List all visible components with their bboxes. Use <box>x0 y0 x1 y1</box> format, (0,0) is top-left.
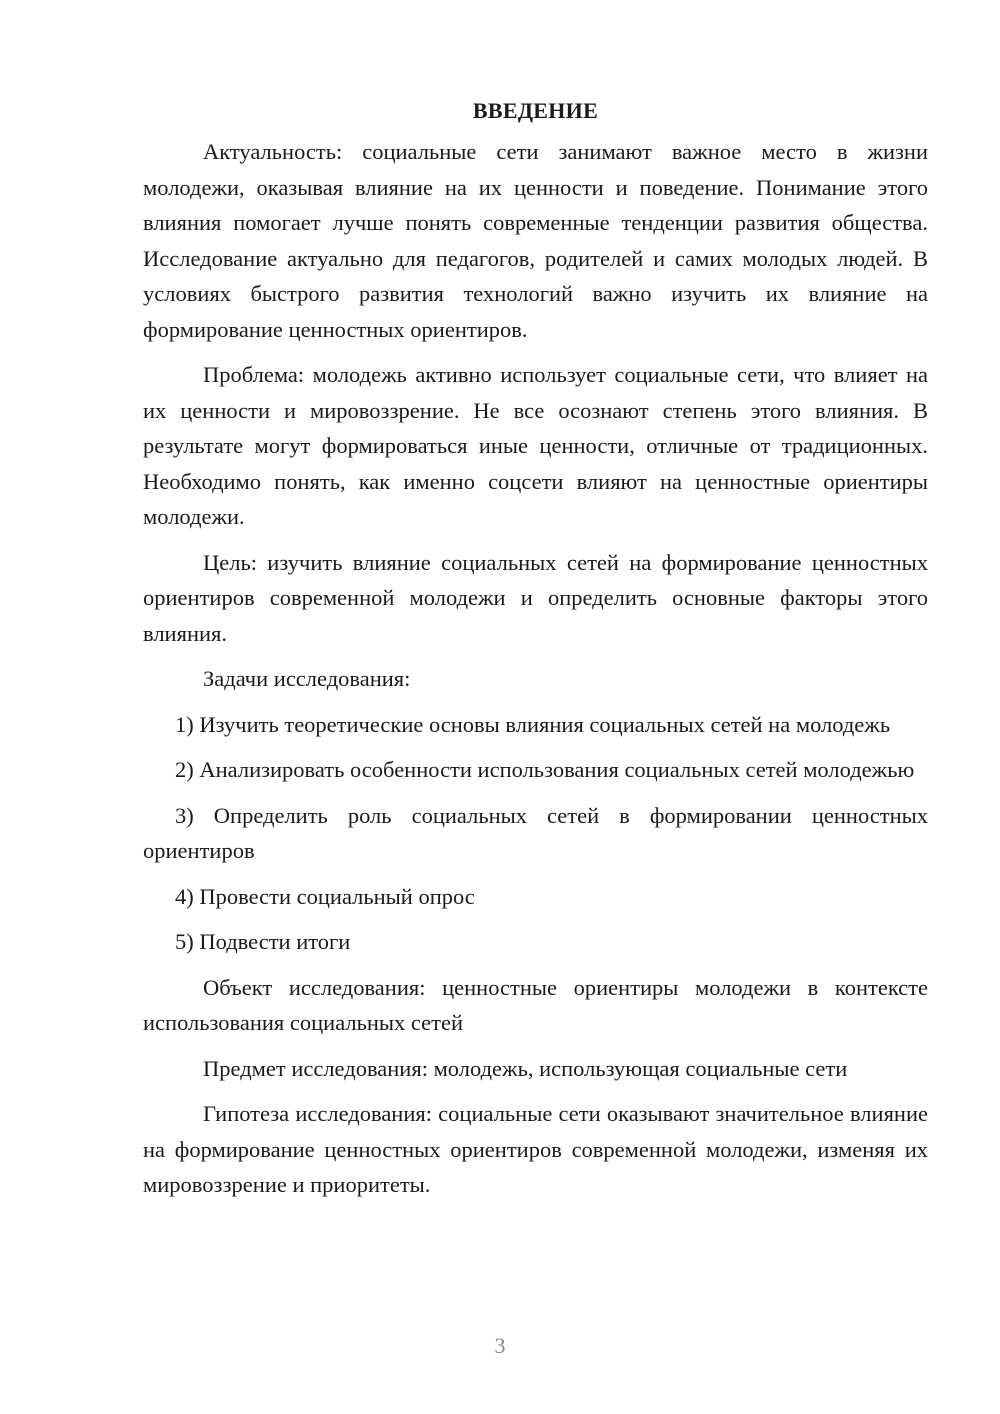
task-item-5: 5) Подвести итоги <box>175 929 351 954</box>
task-item-3: 3) Определить роль социальных сетей в формировании ценностных ориентиров <box>143 802 928 863</box>
goal-paragraph: Цель: изучить влияние социальных сетей на формирование ценностных ориентиров современной молодежи и определить основные факторы этого влияния. <box>143 549 928 646</box>
task-item-1: 1) Изучить теоретические основы влияния социальных сетей на молодежь <box>175 711 891 737</box>
relevance-paragraph: Актуальность: социальные сети занимают важное место в жизни молодежи, оказывая влияние на их ценности и поведение. Понимание этого влияния помогает лучше понять современные тенденции развития общества. Исследование актуально для педагогов, родителей и самих молодых людей. В условиях быстрого развития технологий важно изучить их влияние на формирование ценностных ориентиров. <box>143 139 928 342</box>
page-title: ВВЕДЕНИЕ <box>472 98 599 123</box>
subject-paragraph: Предмет исследования: молодежь, использующая социальные сети <box>203 1055 848 1081</box>
hypothesis-paragraph: Гипотеза исследования: социальные сети оказывают значительное влияние на формирование ценностных ориентиров современной молодежи, изменяя их мировоззрение и приоритеты. <box>143 1101 928 1197</box>
task-item-2: 2) Анализировать особенности использования социальных сетей молодежью <box>175 757 915 782</box>
object-paragraph: Объект исследования: ценностные ориентиры молодежи в контексте использования социальных сетей <box>143 974 928 1035</box>
task-item-4: 4) Провести социальный опрос <box>175 883 475 909</box>
page-number: 3 <box>494 1333 506 1358</box>
tasks-heading: Задачи исследования: <box>203 666 411 691</box>
problem-paragraph: Проблема: молодежь активно использует социальные сети, что влияет на их ценности и мировоззрение. Не все осознают степень этого влияния. В результате могут формироваться иные ценности, отличные от традиционных. Необходимо понять, как именно соцсети влияют на ценностные ориентиры молодежи. <box>143 362 928 529</box>
document-page <box>143 96 928 1203</box>
